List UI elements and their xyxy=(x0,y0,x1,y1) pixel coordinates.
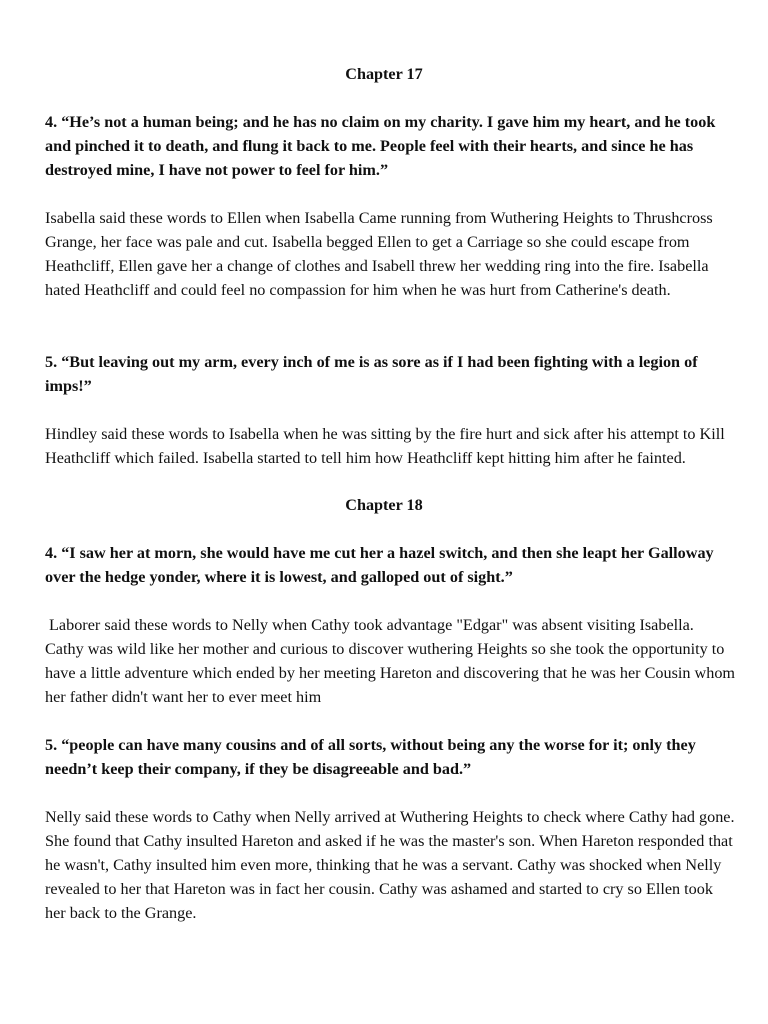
chapter-18-quote-4: 4. “I saw her at morn, she would have me cut her a hazel switch, and then she leapt her Galloway over the hedge yonder, where it is lowest, and galloped out of sight.” xyxy=(45,544,714,586)
chapter-17-explanation-5: Hindley said these words to Isabella when he was sitting by the fire hurt and sick after his attempt to Kill Heathcliff which failed. Isabella started to tell him how Heathcliff kept hitting him after he fainted. xyxy=(45,425,725,467)
chapter-18-explanation-4: Laborer said these words to Nelly when Cathy took advantage "Edgar" was absent visiting Isabella. Cathy was wild like her mother and curious to discover wuthering Heights so she took the opportunity to have a little adventure which ended by her meeting Hareton and discovering that he was her Cousin whom her father didn't want her to ever meet him xyxy=(45,616,740,706)
chapter-17-quote-5: 5. “But leaving out my arm, every inch of me is as sore as if I had been fighting with a legion of imps!” xyxy=(45,353,698,395)
chapter-17-heading: Chapter 17 xyxy=(345,65,423,83)
chapter-18-explanation-5: Nelly said these words to Cathy when Nelly arrived at Wuthering Heights to check where Cathy had gone. She found that Cathy insulted Hareton and asked if he was the master's son. When Hareton responded that he wasn't, Cathy insulted him even more, thinking that he was a servant. Cathy was shocked when Nelly revealed to her that Hareton was in fact her cousin. Cathy was ashamed and started to cry so Ellen took her back to the Grange. xyxy=(45,808,735,922)
chapter-17-explanation-4: Isabella said these words to Ellen when Isabella Came running from Wuthering Heights to Thrushcross Grange, her face was pale and cut. Isabella begged Ellen to get a Carriage so she could escape from Heathcliff, Ellen gave her a change of clothes and Isabell threw her wedding ring into the fire. Isabella hated Heathcliff and could feel no compassion for him when he was hurt from Catherine's death. xyxy=(45,209,713,299)
chapter-18-heading: Chapter 18 xyxy=(345,496,423,514)
chapter-18-quote-5: 5. “people can have many cousins and of all sorts, without being any the worse for it; only they needn’t keep their company, if they be disagreeable and bad.” xyxy=(45,736,696,778)
chapter-17-quote-4: 4. “He’s not a human being; and he has no claim on my charity. I gave him my heart, and he took and pinched it to death, and flung it back to me. People feel with their hearts, and since he has destroyed mine, I have not power to feel for him.” xyxy=(45,113,716,179)
